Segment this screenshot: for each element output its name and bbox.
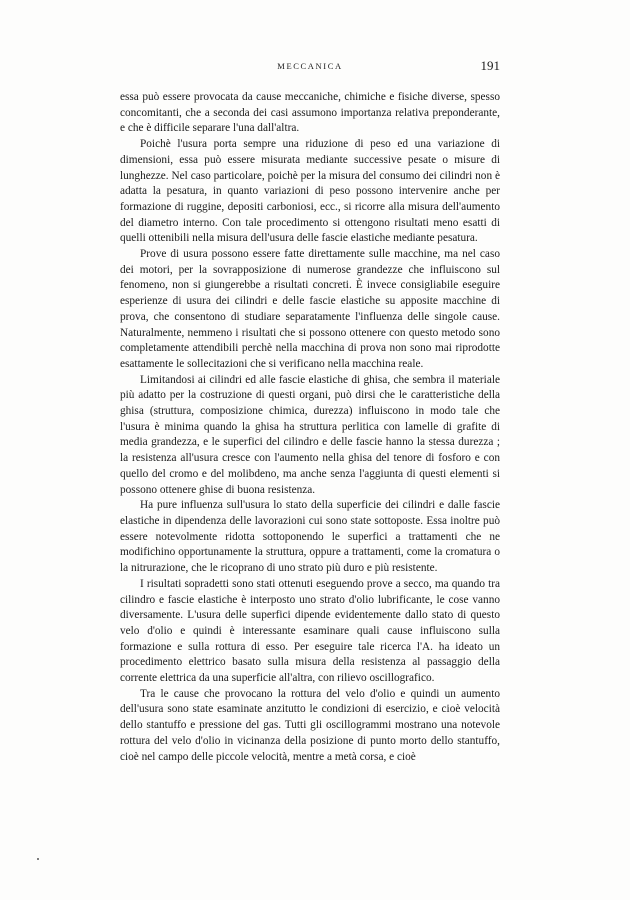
paragraph: Prove di usura possono essere fatte direttamente sulle macchine, ma nel caso dei motori, per la sovrapposizione di numerose grandezze che influiscono sul fenomeno, non si giungerebbe a risultati concreti. È invece consigliabile eseguire esperienze di usura dei cilindri e delle fascie elastiche su apposite macchine di prova, che consentono di studiare separatamente l'influenza delle singole cause. Naturalmente, nemmeno i risultati che si possono ottenere con questo metodo sono completamente attendibili perchè nella macchina di prova non sono mai riprodotte esattamente le sollecitazioni che si verificano nella macchina reale. (120, 248, 500, 370)
paragraph: Ha pure influenza sull'usura lo stato della superficie dei cilindri e dalle fascie elastiche in dipendenza delle lavorazioni cui sono state sottoposte. Essa inoltre può essere notevolmente ridotta sottoponendo le superfici a trattamenti che ne modifichino opportunamente la struttura, oppure a trattamenti, come la cromatura o la nitrurazione, che le ricoprano di uno strato più duro e più resistente. (120, 499, 500, 575)
body-text (120, 90, 500, 765)
running-title: MECCANICA (277, 61, 343, 71)
paragraph: Limitandosi ai cilindri ed alle fascie elastiche di ghisa, che sembra il materiale più adatto per la costruzione di questi organi, può dirsi che le caratteristiche della ghisa (struttura, composizione chimica, durezza) influiscono in modo tale che l'usura è minima quando la ghisa ha struttura perlitica con lamelle di grafite di media grandezza, e le superfici del cilindro e delle fascie hanno la stessa durezza ; la resistenza all'usura cresce con l'aumento nella ghisa del tenore di fosforo e con quello del cromo e del molibdeno, ma anche senza l'aggiunta di questi elementi si possono ottenere ghise di buona resistenza. (120, 373, 500, 496)
page-number: 191 (480, 58, 500, 73)
paragraph-continued: essa può essere provocata da cause meccaniche, chimiche e fisiche diverse, spesso concomitanti, che a seconda dei casi assumono importanza relativa preponderante, e che è difficile separare l'una dall'altra. (120, 91, 500, 135)
stray-ink-mark (37, 858, 39, 860)
paragraph: Poichè l'usura porta sempre una riduzione di peso ed una variazione di dimensioni, essa può essere misurata mediante successive pesate o misure di lunghezze. Nel caso particolare, poichè per la misura del consumo dei cilindri non è adatta la pesatura, in quanto variazioni di peso possono intervenire anche per formazione di ruggine, depositi carboniosi, ecc., si ricorre alla misura dell'aumento del diametro interno. Con tale procedimento si ottengono risultati meno esatti di quelli ottenibili nella misura dell'usura delle fascie elastiche mediante pesatura. (120, 138, 500, 245)
paragraph: Tra le cause che provocano la rottura del velo d'olio e quindi un aumento dell'usura sono state esaminate anzitutto le condizioni di esercizio, e cioè velocità dello stantuffo e pressione del gas. Tutti gli oscillogrammi mostrano una notevole rottura del velo d'olio in vicinanza della posizione di punto morto dello stantuffo, cioè nel campo delle piccole velocità, mentre a metà corsa, e cioè (120, 687, 500, 763)
running-head (120, 58, 500, 76)
paragraph: I risultati sopradetti sono stati ottenuti eseguendo prove a secco, ma quando tra cilindro e fascie elastiche è interposto uno strato d'olio lubrificante, le cose vanno diversamente. L'usura delle superfici dipende evidentemente dallo stato di questo velo d'olio e quindi è interessante esaminare quali cause influiscono sulla formazione e sulla rottura di esso. Per eseguire tale ricerca l'A. ha ideato un procedimento elettrico basato sulla misura della resistenza al passaggio della corrente elettrica da una superficie all'altra, con rilievo oscillografico. (120, 577, 500, 685)
